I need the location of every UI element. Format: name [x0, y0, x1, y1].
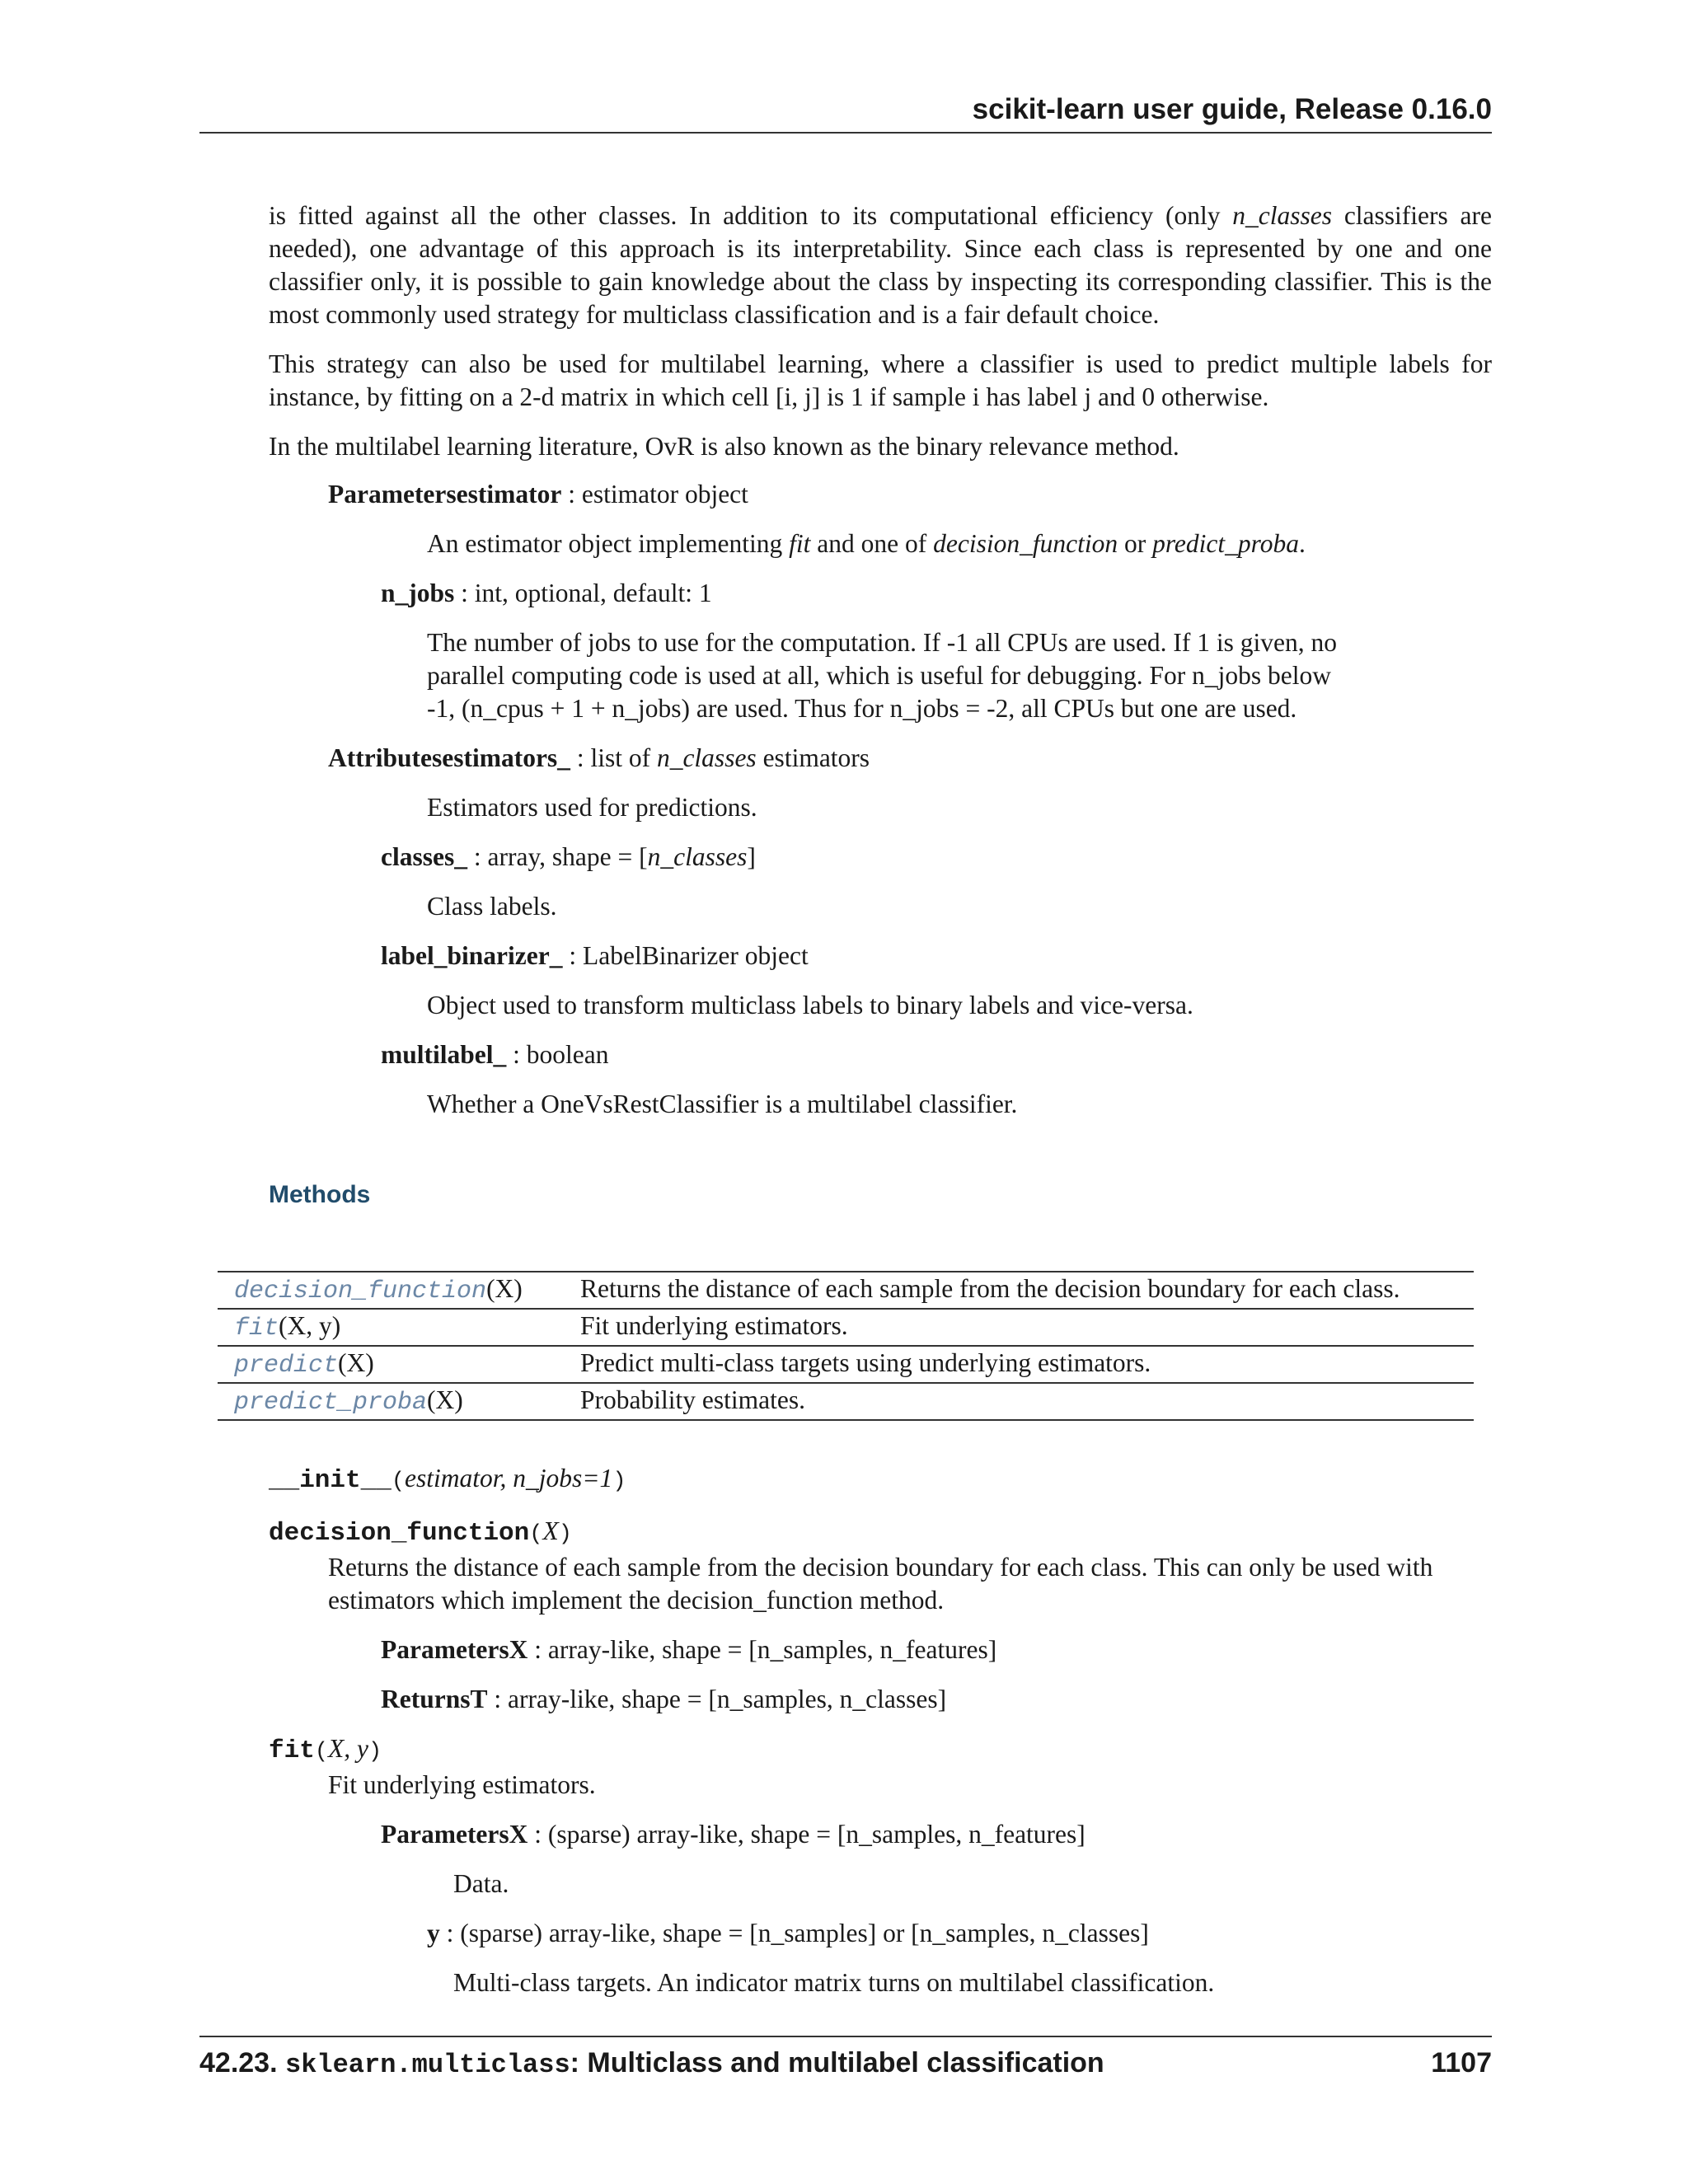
api-reference: [269, 1462, 1492, 1999]
decision-function-param: ParametersX : array-like, shape = [n_samples, n_features]: [381, 1635, 997, 1664]
fit-param-y-desc: Multi-class targets. An indicator matrix turns on multilabel classification.: [453, 1968, 1215, 1997]
parameters-list: [269, 478, 1492, 725]
fit-param-y: y : (sparse) array-like, shape = [n_samples] or [n_samples, n_classes]: [427, 1919, 1149, 1947]
footer-section: 42.23. sklearn.multiclass: Multiclass and multilabel classification: [199, 2047, 1104, 2080]
methods-row-predict-proba: [218, 1383, 1474, 1420]
methods-row-fit: [218, 1309, 1474, 1346]
decision-function-returns: ReturnsT : array-like, shape = [n_samples, n_classes]: [381, 1685, 947, 1713]
param-estimator-term: Parametersestimator : estimator object: [328, 480, 748, 509]
intro-paragraph-2: This strategy can also be used for multilabel learning, where a classifier is used to predict multiple labels for instance, by fitting on a 2-d matrix in which cell [i, j] is 1 if sample i has label j and 0 otherwise.: [269, 349, 1492, 411]
methods-table: [218, 1271, 1474, 1421]
attributes-list: [269, 742, 1492, 1121]
attr-multilabel-term: multilabel_ : boolean: [381, 1040, 609, 1069]
methods-heading: Methods: [269, 1181, 371, 1208]
attr-multilabel-desc: Whether a OneVsRestClassifier is a multilabel classifier.: [427, 1090, 1018, 1118]
attr-classes-term: classes_ : array, shape = [n_classes]: [381, 842, 756, 871]
running-header: [199, 91, 1492, 134]
method-args: (X): [486, 1274, 523, 1303]
decision-function-signature: decision_function(X): [269, 1516, 572, 1548]
attr-classes-desc: Class labels.: [427, 892, 557, 921]
main-content: [269, 199, 1492, 1137]
method-args: (X): [427, 1385, 463, 1414]
fit-param-x: ParametersX : (sparse) array-like, shape = [n_samples, n_features]: [381, 1820, 1085, 1849]
header-title: scikit-learn user guide, Release 0.16.0: [972, 93, 1492, 125]
attr-label-binarizer-desc: Object used to transform multiclass labels to binary labels and vice-versa.: [427, 991, 1193, 1019]
method-link-fit[interactable]: fit: [234, 1315, 279, 1343]
method-args: (X, y): [279, 1311, 341, 1340]
fit-desc: Fit underlying estimators.: [328, 1770, 596, 1799]
decision-function-desc: Returns the distance of each sample from the decision boundary for each class. This can only be used with estimators which implement the decision_function method.: [328, 1553, 1433, 1615]
method-link-predict[interactable]: predict: [234, 1352, 339, 1380]
attr-estimators-desc: Estimators used for predictions.: [427, 793, 757, 822]
intro-paragraph-1: is fitted against all the other classes. In addition to its computational efficiency (only n_classes classifiers are needed), one advantage of this approach is its interpretability. Since each class is represented by one and one classifier only, it is possible to gain knowledge about the class by inspecting its corresponding classifier. This is the most commonly used strategy for multiclass classification and is a fair default choice.: [269, 201, 1492, 329]
init-signature: __init__(estimator, n_jobs=1): [269, 1464, 626, 1495]
page-number: 1107: [1431, 2047, 1492, 2079]
param-njobs-desc: The number of jobs to use for the computation. If -1 all CPUs are used. If 1 is given, no parallel computing code is used at all, which is useful for debugging. For n_jobs below -1, (n_cpus + 1 + n_jobs) are used. Thus for n_jobs = -2, all CPUs but one are used.: [427, 628, 1338, 723]
method-description: Fit underlying estimators.: [580, 1311, 848, 1340]
method-description: Predict multi-class targets using underlying estimators.: [580, 1348, 1151, 1377]
methods-row-predict: [218, 1346, 1474, 1383]
method-args: (X): [338, 1348, 374, 1377]
method-description: Returns the distance of each sample from the decision boundary for each class.: [580, 1274, 1400, 1303]
method-description: Probability estimates.: [580, 1385, 805, 1414]
methods-row-decision-function: [218, 1272, 1474, 1309]
param-estimator-desc: An estimator object implementing fit and one of decision_function or predict_proba.: [427, 529, 1306, 558]
intro-paragraph-3: In the multilabel learning literature, OvR is also known as the binary relevance method.: [269, 432, 1179, 461]
attr-label-binarizer-term: label_binarizer_ : LabelBinarizer object: [381, 941, 809, 970]
fit-signature: fit(X, y): [269, 1734, 382, 1765]
fit-param-x-desc: Data.: [453, 1869, 509, 1898]
method-link-decision-function[interactable]: decision_function: [234, 1277, 487, 1305]
method-link-predict-proba[interactable]: predict_proba: [234, 1389, 428, 1417]
running-footer: [199, 2036, 1492, 2084]
param-njobs-term: n_jobs : int, optional, default: 1: [381, 579, 712, 607]
attr-estimators-term: Attributesestimators_ : list of n_classes estimators: [328, 743, 870, 772]
